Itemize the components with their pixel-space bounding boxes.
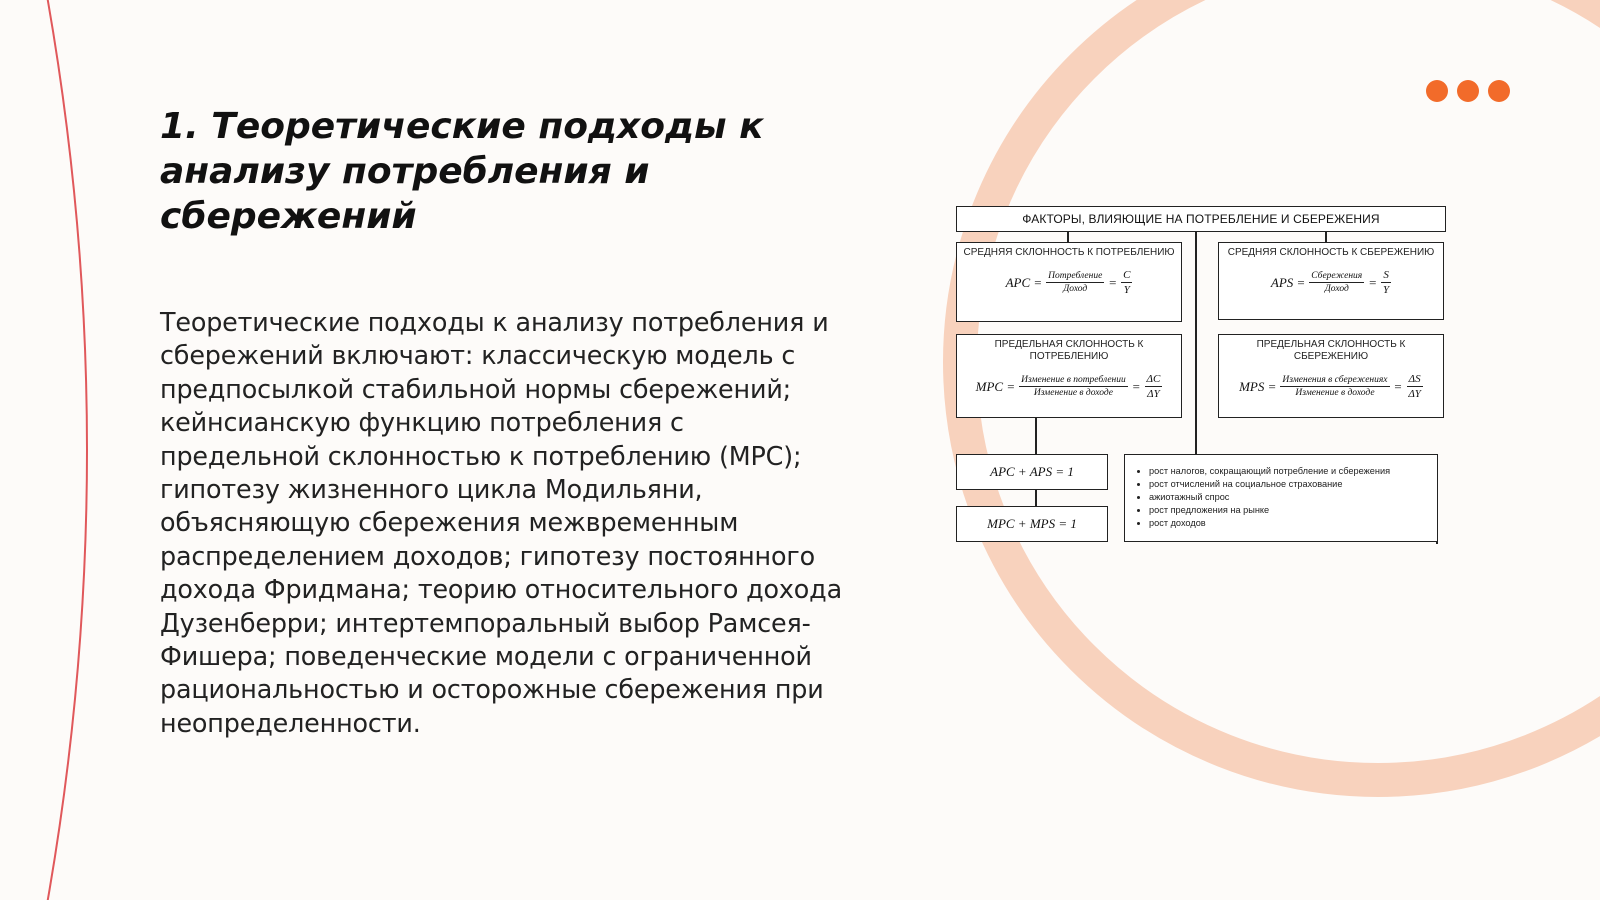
dot-3 <box>1488 80 1510 102</box>
decorative-line <box>46 0 87 900</box>
mpc-mps-identity: MPC + MPS = 1 <box>956 506 1108 542</box>
mpc-numerator: Изменение в потреблении <box>1021 375 1126 385</box>
apc-symbol-numerator: C <box>1123 269 1131 281</box>
mpc-lhs: MPC = <box>975 378 1016 394</box>
mps-numerator: Изменения в сбережениях <box>1282 375 1388 385</box>
apc-formula <box>957 269 1181 296</box>
aps-symbol-denominator: Y <box>1383 284 1390 296</box>
mpc-symbol-denominator: ΔY <box>1147 388 1160 400</box>
apc-numerator: Потребление <box>1048 271 1103 281</box>
aps-numerator: Сбережения <box>1311 271 1363 281</box>
aps-symbol-numerator: S <box>1383 269 1389 281</box>
aps-box <box>1218 242 1444 320</box>
mps-lhs: MPS = <box>1239 378 1277 394</box>
mps-symbol-numerator: ΔS <box>1408 373 1421 385</box>
connector-line <box>1067 232 1069 242</box>
apc-heading: СРЕДНЯЯ СКЛОННОСТЬ К ПОТРЕБЛЕНИЮ <box>963 247 1175 258</box>
mpc-symbol-numerator: ΔC <box>1146 373 1161 385</box>
mps-formula <box>1219 373 1443 400</box>
apc-aps-identity: APC + APS = 1 <box>956 454 1108 490</box>
diagram-title: ФАКТОРЫ, ВЛИЯЮЩИЕ НА ПОТРЕБЛЕНИЕ И СБЕРЕЖЕНИЯ <box>956 206 1446 232</box>
mps-equals: = <box>1393 378 1403 394</box>
aps-heading: СРЕДНЯЯ СКЛОННОСТЬ К СБЕРЕЖЕНИЮ <box>1227 247 1435 258</box>
apc-box <box>956 242 1182 322</box>
aps-equals: = <box>1368 274 1377 290</box>
slide-body-text: Теоретические подходы к анализу потребления и сбережений включают: классическую модель с предпосылкой стабильной нормы сбережений; кейнсианскую функцию потребления с предельной склонностью к потреблению (MPC); гипотезу жизненного цикла Модильяни, объясняющую сбережения межвременным распределением доходов; гипотезу постоянного дохода Фридмана; теорию относительного дохода Дузенберри; интертемпоральный выбор Рамсея-Фишера; поведенческие модели с ограниченной рациональностью и осторожные сбережения при неопределенности. <box>160 307 842 738</box>
factors-diagram <box>950 198 1458 558</box>
mpc-heading: ПРЕДЕЛЬНАЯ СКЛОННОСТЬ К ПОТРЕБЛЕНИЮ <box>994 339 1144 362</box>
factor-item: • рост доходов <box>1149 517 1429 530</box>
apc-equals: = <box>1108 274 1118 290</box>
aps-denominator: Доход <box>1324 284 1349 294</box>
factor-item: • рост предложения на рынке <box>1149 504 1429 517</box>
mpc-denominator: Изменение в доходе <box>1033 388 1114 398</box>
apc-denominator: Доход <box>1063 284 1088 294</box>
menu-dots <box>1426 80 1510 102</box>
connector-line <box>1195 232 1197 454</box>
mps-symbol-denominator: ΔY <box>1408 388 1421 400</box>
factor-item: • рост отчислений на социальное страхование <box>1149 478 1429 491</box>
apc-symbol-denominator: Y <box>1123 284 1130 296</box>
mpc-formula <box>957 373 1181 400</box>
connector-line <box>1325 232 1327 242</box>
factor-item: • ажиотажный спрос <box>1149 491 1429 504</box>
factors-list <box>1124 454 1438 542</box>
slide-title: 1. Теоретические подходы к анализу потребления и сбережений <box>160 106 764 237</box>
mpc-equals: = <box>1131 378 1141 394</box>
connector-line <box>1035 418 1037 454</box>
dot-1 <box>1426 80 1448 102</box>
aps-formula <box>1219 269 1443 296</box>
mps-box <box>1218 334 1444 418</box>
dot-2 <box>1457 80 1479 102</box>
mps-denominator: Изменение в доходе <box>1295 388 1375 398</box>
factor-item: • рост налогов, сокращающий потребление и сбережения <box>1149 465 1429 478</box>
aps-lhs: APS = <box>1270 274 1306 290</box>
connector-line <box>1035 490 1037 506</box>
apc-lhs: APC = <box>1005 274 1043 290</box>
mpc-box <box>956 334 1182 418</box>
mps-heading: ПРЕДЕЛЬНАЯ СКЛОННОСТЬ К СБЕРЕЖЕНИЮ <box>1256 339 1406 362</box>
